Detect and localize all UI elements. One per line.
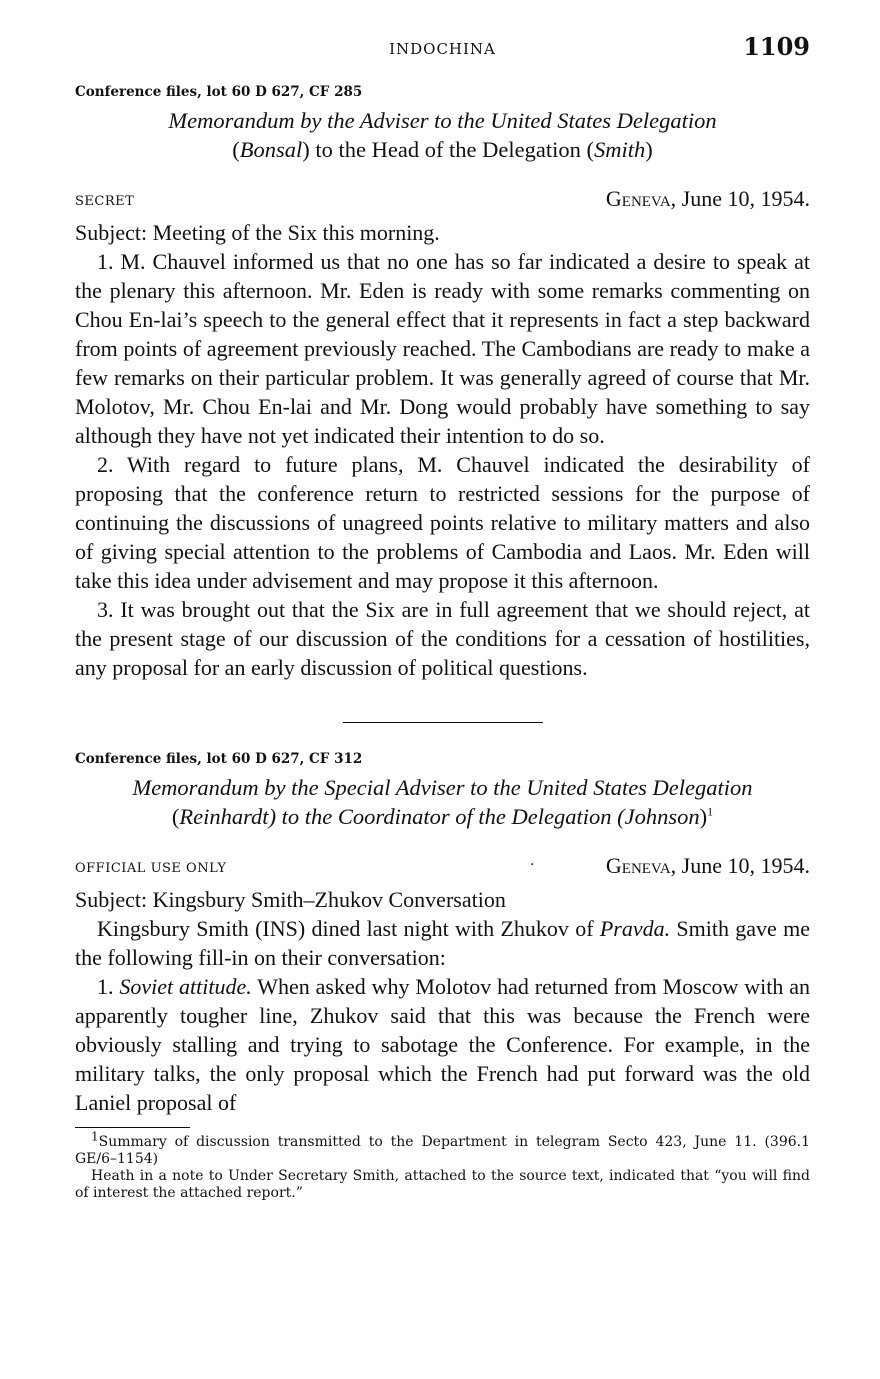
title-text: ) to the Head of the Delegation ( [302,137,594,162]
stray-dot: · [530,857,535,873]
running-title: INDOCHINA [389,40,496,58]
date-city: Geneva [605,853,671,878]
document-page [75,30,810,1202]
title-paren: ( [232,137,240,162]
subject-line: Subject: Meeting of the Six this morning. [75,220,440,245]
document-date [606,853,810,879]
date-city: Geneva [605,186,671,211]
footnote-ref[interactable]: 1 [707,804,714,819]
italic-heading: Soviet attitude. [119,974,252,999]
document-2 [75,751,810,1117]
footnote-mark: 1 [91,1129,99,1144]
document-date [606,186,810,212]
title-text: ) to the Coordinator of the Delegation ( [268,804,625,829]
date-text: , June 10, 1954. [670,186,810,211]
source-note: Conference files, lot 60 D 627, CF 285 [75,84,363,100]
dateline [75,853,810,885]
subject-line: Subject: Kingsbury Smith–Zhukov Conversation [75,887,506,912]
running-header [75,30,810,70]
footnotes [75,1129,810,1202]
paragraph [75,972,810,1117]
paragraph-text: Kingsbury Smith (INS) dined last night with Zhukov of [97,916,600,941]
page-number: 1109 [743,32,810,61]
paragraph [75,914,810,972]
classification-mark: OFFICIAL USE ONLY [75,861,227,876]
title-text: Memorandum by the Special Adviser to the United States Delegation [132,775,753,800]
title-author: Bonsal [239,137,303,162]
source-note: Conference files, lot 60 D 627, CF 312 [75,751,363,767]
date-text: , June 10, 1954. [670,853,810,878]
footnote [75,1129,810,1168]
title-paren: ) [645,137,653,162]
title-author: Reinhardt [179,804,269,829]
title-paren: ) [699,804,708,829]
section-divider [343,722,543,723]
paragraph-text: When asked why Molotov had returned from Moscow with an apparently tougher line, Zhukov said that this was because the French were obviously stalling and trying to sabotage the Conference. For example, in the military talks, the only proposal which the French had put forward was the old Laniel proposal of [75,974,811,1115]
title-text: Memorandum by the Adviser to the United States Delegation [168,108,717,133]
document-1 [75,84,810,682]
title-paren: ( [171,804,180,829]
footnote-text: Summary of discussion transmitted to the Department in telegram Secto 423, June 11. (396.1 GE/6–1154) [75,1134,810,1167]
paragraph: 3. It was brought out that the Six are in full agreement that we should reject, at the present stage of our discussion of the conditions for a cessation of hostilities, any proposal for an early discussion of political questions. [75,597,810,680]
footnote-rule [75,1127,190,1128]
paragraph-number: 1. [97,974,120,999]
paragraph: 2. With regard to future plans, M. Chauvel indicated the desirability of proposing that the conference return to restricted sessions for the purpose of continuing the discussions of unagreed points relative to military matters and also of giving special attention to the problems of Cambodia and Laos. Mr. Eden will take this idea under advisement and may propose it this afternoon. [75,452,810,593]
document-title [75,106,810,164]
classification-mark: SECRET [75,194,135,209]
dateline [75,186,810,218]
italic-text: Pravda. [599,916,671,941]
paragraph: 1. M. Chauvel informed us that no one has so far indicated a desire to speak at the plenary this afternoon. Mr. Eden is ready with some remarks commenting on Chou En-lai’s speech to the general effect that it represents in fact a step backward from points of agreement previously reached. The Cambodians are ready to make a few remarks on their particular problem. It was generally agreed of course that Mr. Molotov, Mr. Chou En-lai and Mr. Dong would probably have something to say although they have not yet indicated their intention to do so. [75,249,810,448]
document-title [75,773,810,831]
title-recipient: Smith [594,137,646,162]
title-recipient: Johnson [624,804,700,829]
footnote: Heath in a note to Under Secretary Smith, attached to the source text, indicated that “you will find of interest the attached report.” [75,1168,810,1201]
paragraph-text: Smith gave me the following fill-in on their conversation: [75,916,811,970]
